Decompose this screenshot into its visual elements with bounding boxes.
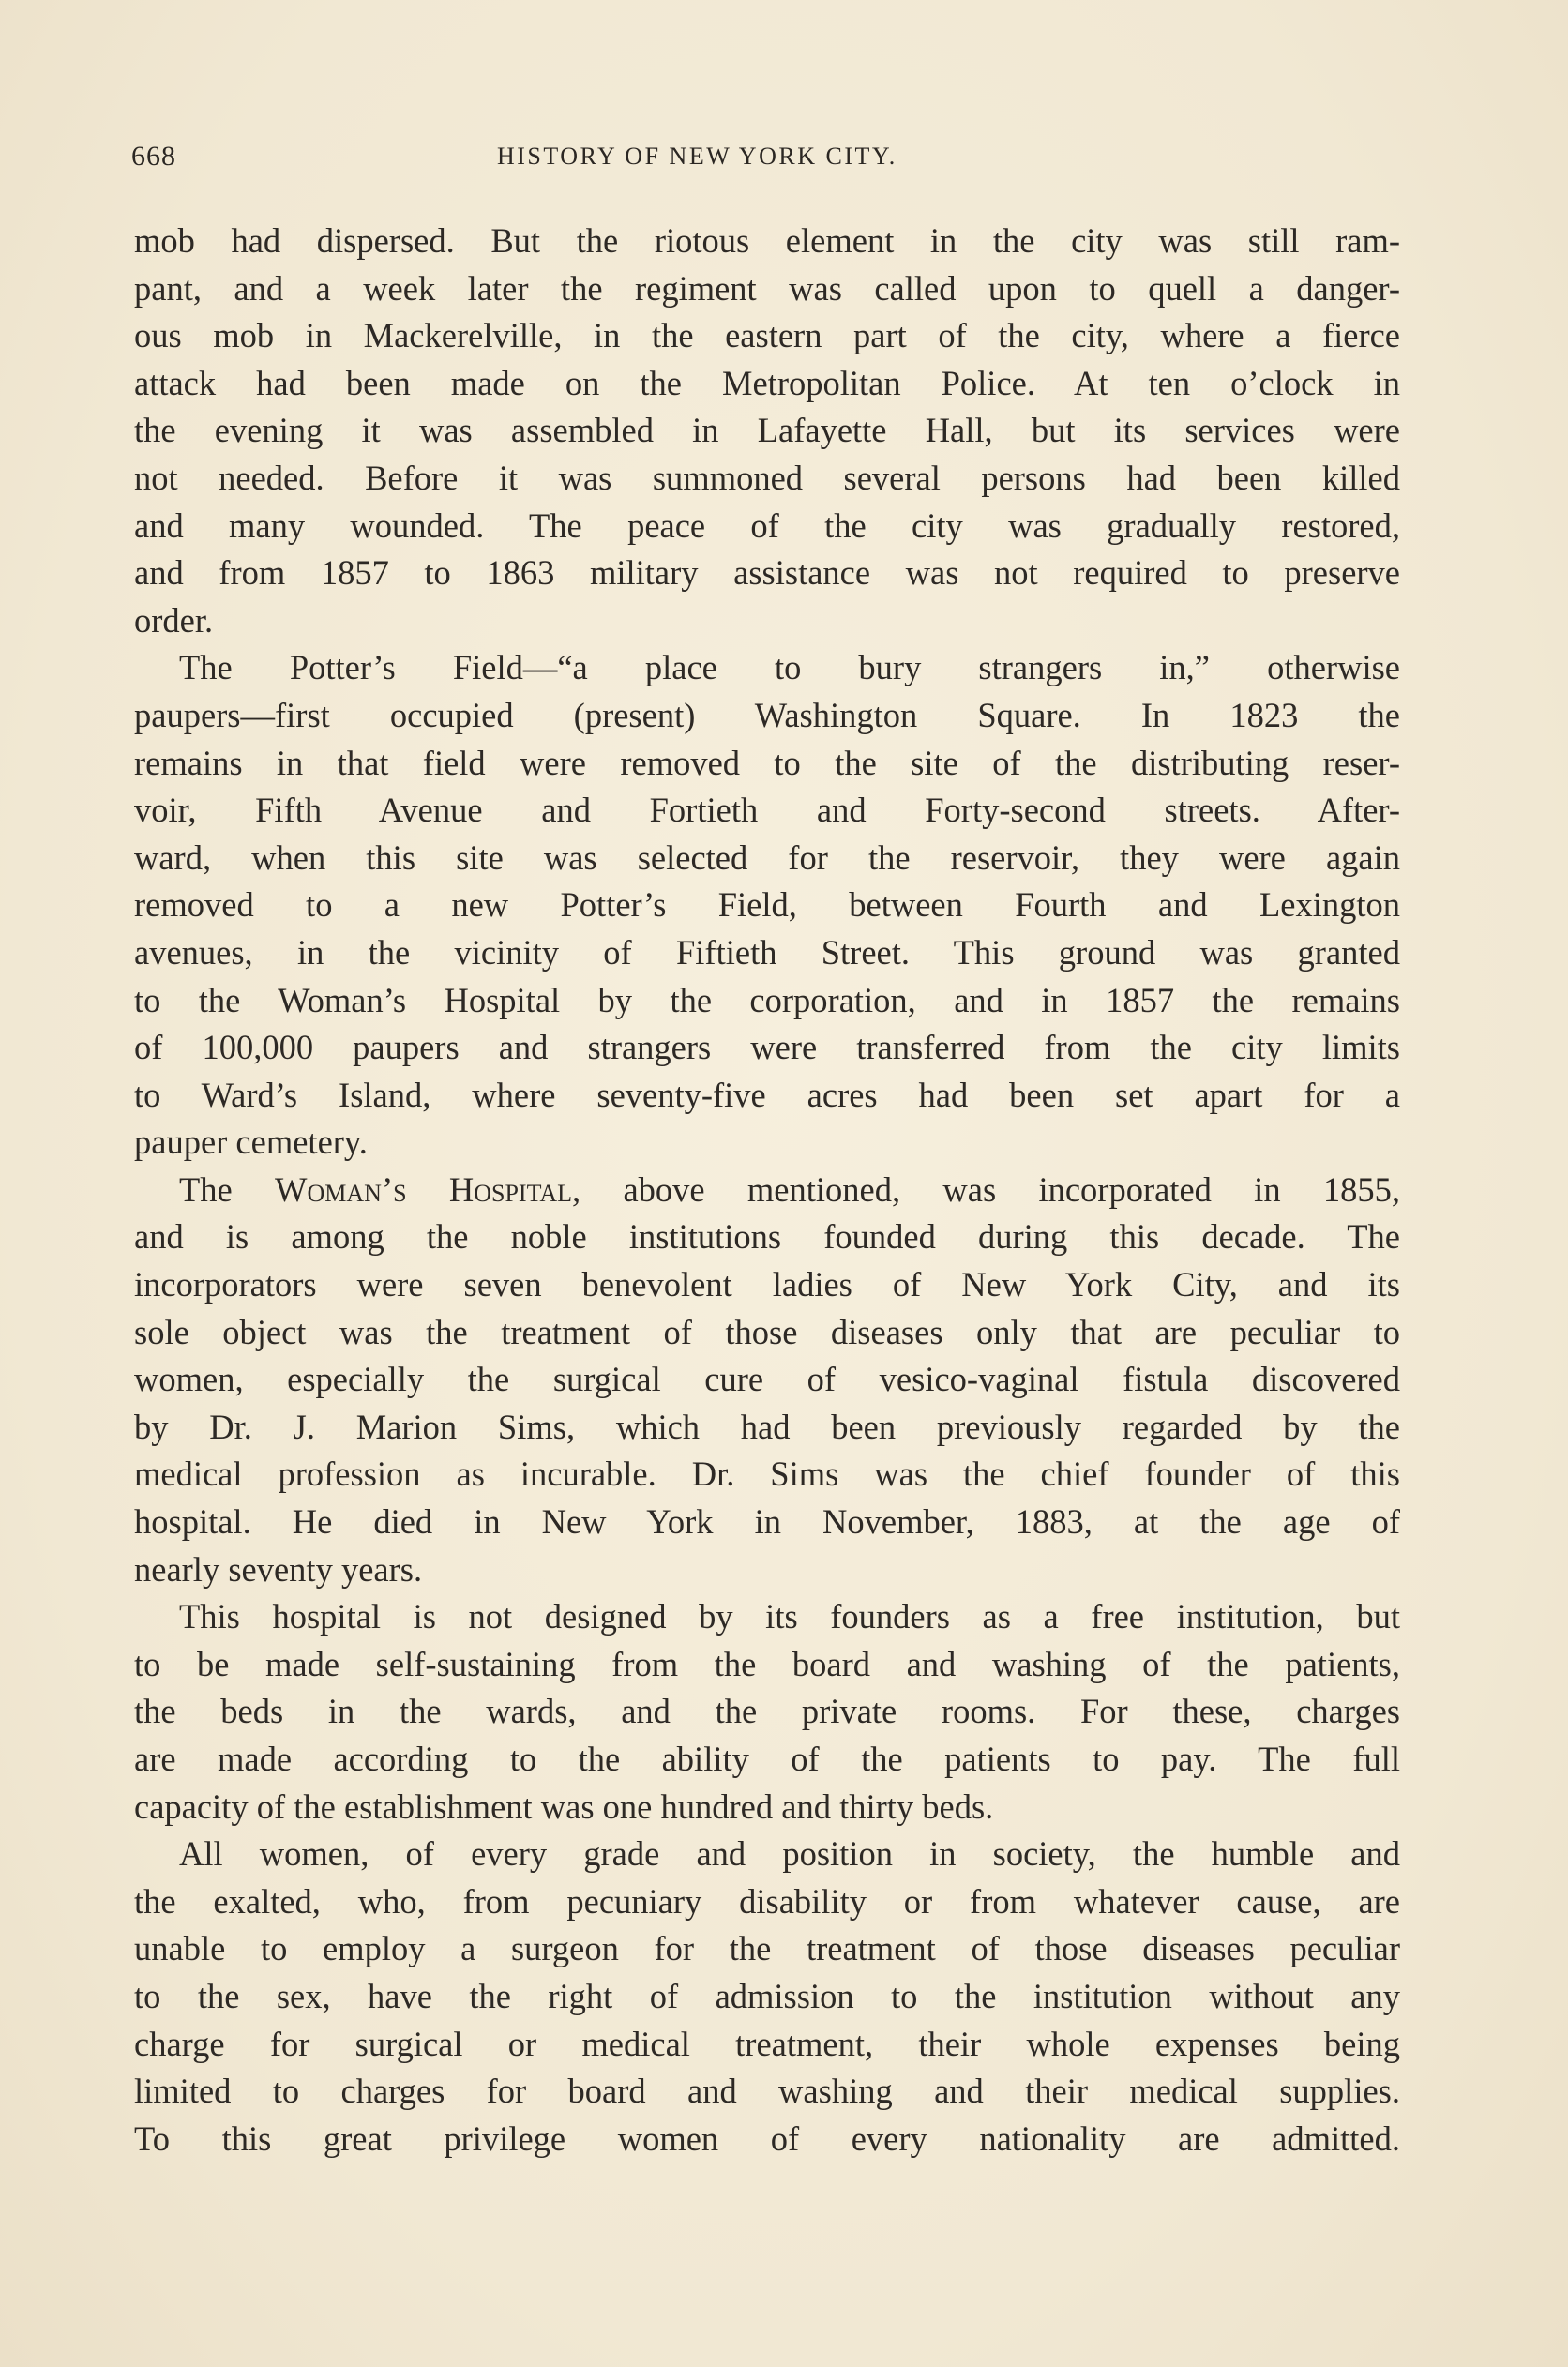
text-line: To this great privilege women of every nationality are admitted. bbox=[134, 2118, 1400, 2158]
text-line: medical profession as incurable. Dr. Sims was the chief founder of this bbox=[134, 1455, 1400, 1494]
text-line: capacity of the establishment was one hundred and thirty beds. bbox=[134, 1787, 994, 1826]
text-line: to Ward’s Island, where seventy-five acres had been set apart for a bbox=[134, 1075, 1400, 1114]
text-line: unable to employ a surgeon for the treatment of those diseases peculiar bbox=[134, 1929, 1400, 1968]
text-line: pauper cemetery. bbox=[134, 1123, 368, 1162]
lead-text: The bbox=[179, 1169, 276, 1209]
paragraph-5 bbox=[134, 1831, 1400, 2163]
page-number: 668 bbox=[131, 141, 176, 172]
text-line: removed to a new Potter’s Field, between Fourth and Lexington bbox=[134, 885, 1400, 925]
text-line: of 100,000 paupers and strangers were transferred from the city limits bbox=[134, 1028, 1400, 1067]
text-line: hospital. He died in New York in November, 1883, at the age of bbox=[134, 1502, 1400, 1542]
running-title: HISTORY OF NEW YORK CITY. bbox=[497, 143, 897, 170]
text-line: pant, and a week later the regiment was called upon to quell a danger- bbox=[134, 268, 1400, 308]
text-line: charge for surgical or medical treatment, their whole expenses being bbox=[134, 2024, 1400, 2063]
body-text bbox=[134, 218, 1400, 2163]
text-line: voir, Fifth Avenue and Fortieth and Forty-second streets. After- bbox=[134, 791, 1400, 830]
text-line: mob had dispersed. But the riotous element in the city was still ram- bbox=[134, 221, 1400, 260]
text-line bbox=[134, 1167, 1400, 1214]
text-line: ward, when this site was selected for the reservoir, they were again bbox=[134, 837, 1400, 877]
text-line: to be made self-sustaining from the board and washing of the patients, bbox=[134, 1644, 1400, 1683]
lead-rest-text: , above mentioned, was incorporated in 1855, bbox=[572, 1169, 1400, 1209]
text-line: nearly seventy years. bbox=[134, 1549, 423, 1589]
text-line: The Potter’s Field—“a place to bury strangers in,” otherwise bbox=[179, 648, 1400, 687]
text-line: paupers—first occupied (present) Washington Square. In 1823 the bbox=[134, 695, 1400, 734]
text-line: and is among the noble institutions founded during this decade. The bbox=[134, 1217, 1400, 1257]
text-line: the evening it was assembled in Lafayette Hall, but its services were bbox=[134, 411, 1400, 450]
text-line: All women, of every grade and position in society, the humble and bbox=[179, 1834, 1400, 1874]
text-line: not needed. Before it was summoned several persons had been killed bbox=[134, 458, 1400, 497]
text-line: and many wounded. The peace of the city was gradually restored, bbox=[134, 505, 1400, 545]
text-line: This hospital is not designed by its founders as a free institution, but bbox=[179, 1597, 1400, 1636]
text-line: limited to charges for board and washing and their medical supplies. bbox=[134, 2072, 1400, 2111]
text-line: to the sex, have the right of admission to the institution without any bbox=[134, 1976, 1400, 2015]
paragraph-3 bbox=[134, 1167, 1400, 1593]
paragraph-4 bbox=[134, 1593, 1400, 1831]
paragraph-2 bbox=[134, 644, 1400, 1167]
text-line: ous mob in Mackerelville, in the eastern part of the city, where a fierce bbox=[134, 316, 1400, 355]
text-line: to the Woman’s Hospital by the corporation, and in 1857 the remains bbox=[134, 980, 1400, 1019]
text-line: the exalted, who, from pecuniary disability or from whatever cause, are bbox=[134, 1881, 1400, 1921]
text-line: the beds in the wards, and the private rooms. For these, charges bbox=[134, 1692, 1400, 1731]
text-line: are made according to the ability of the patients to pay. The full bbox=[134, 1740, 1400, 1778]
text-line: remains in that field were removed to the site of the distributing reser- bbox=[134, 743, 1400, 782]
text-line: women, especially the surgical cure of vesico-vaginal fistula discovered bbox=[134, 1360, 1400, 1399]
smallcaps-term: Woman’s Hospital bbox=[275, 1169, 573, 1209]
text-line: avenues, in the vicinity of Fiftieth Street. This ground was granted bbox=[134, 932, 1400, 972]
text-line: incorporators were seven benevolent ladies of New York City, and its bbox=[134, 1265, 1400, 1304]
text-line: and from 1857 to 1863 military assistance was not required to preserve bbox=[134, 553, 1400, 593]
running-head bbox=[131, 141, 1397, 178]
paragraph-1 bbox=[134, 218, 1400, 644]
text-line: order. bbox=[134, 600, 214, 640]
text-line: sole object was the treatment of those diseases only that are peculiar to bbox=[134, 1312, 1400, 1351]
text-line: attack had been made on the Metropolitan Police. At ten o’clock in bbox=[134, 363, 1400, 402]
text-line: by Dr. J. Marion Sims, which had been previously regarded by the bbox=[134, 1407, 1400, 1446]
